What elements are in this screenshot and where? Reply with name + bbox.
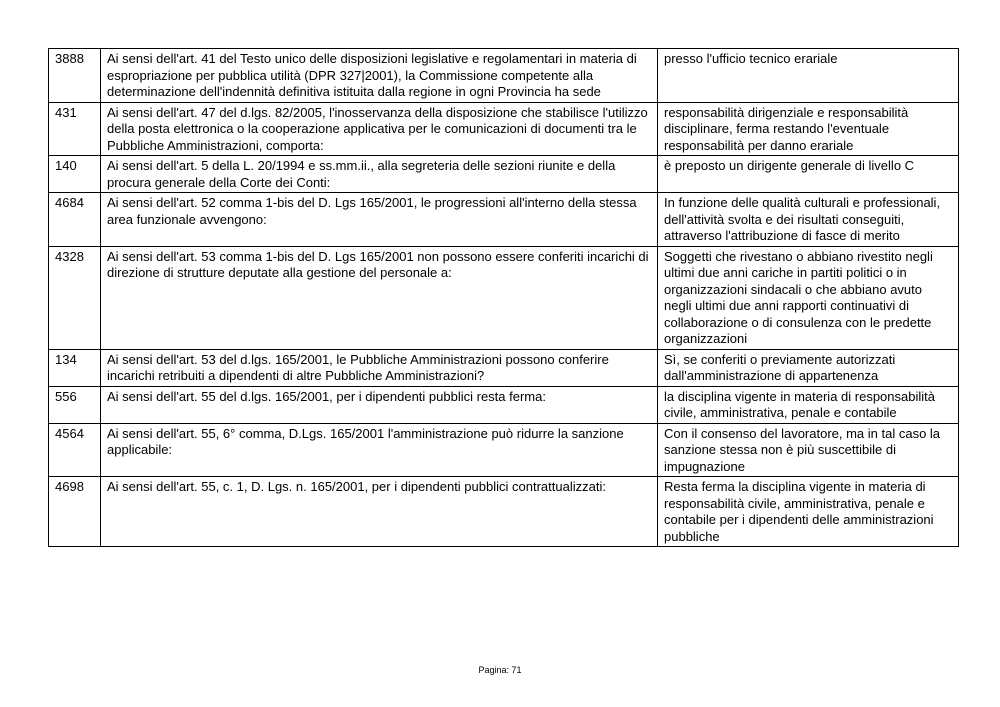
question-id: 140 [49,156,101,193]
answer-text: Sì, se conferiti o previamente autorizzati dall'amministrazione di appartenenza [658,349,959,386]
answer-text: Resta ferma la disciplina vigente in materia di responsabilità civile, amministrativa, penale e contabile per i dipendenti delle amministrazioni pubbliche [658,477,959,547]
question-id: 431 [49,102,101,156]
question-id: 4564 [49,423,101,477]
answer-text: Con il consenso del lavoratore, ma in tal caso la sanzione stessa non è più suscettibile di impugnazione [658,423,959,477]
question-text: Ai sensi dell'art. 55, 6° comma, D.Lgs. 165/2001 l'amministrazione può ridurre la sanzione applicabile: [101,423,658,477]
questions-table [48,48,959,547]
table-row [49,49,959,103]
question-id: 134 [49,349,101,386]
question-text: Ai sensi dell'art. 52 comma 1-bis del D. Lgs 165/2001, le progressioni all'interno della stessa area funzionale avvengono: [101,193,658,247]
answer-text: In funzione delle qualità culturali e professionali, dell'attività svolta e dei risultati conseguiti, attraverso l'attribuzione di fasce di merito [658,193,959,247]
page-number: Pagina: 71 [478,665,522,675]
question-text: Ai sensi dell'art. 55 del d.lgs. 165/2001, per i dipendenti pubblici resta ferma: [101,386,658,423]
question-id: 4328 [49,246,101,349]
answer-text: Soggetti che rivestano o abbiano rivestito negli ultimi due anni cariche in partiti politici o in organizzazioni sindacali o che abbiano avuto negli ultimi due anni rapporti continuativi di collaborazione o di consulenza con le predette organizzazioni [658,246,959,349]
answer-text: la disciplina vigente in materia di responsabilità civile, amministrativa, penale e contabile [658,386,959,423]
table-row [49,156,959,193]
table-row [49,477,959,547]
question-id: 4698 [49,477,101,547]
table-row [49,102,959,156]
answer-text: è preposto un dirigente generale di livello C [658,156,959,193]
question-text: Ai sensi dell'art. 53 del d.lgs. 165/2001, le Pubbliche Amministrazioni possono conferire incarichi retribuiti a dipendenti di altre Pubbliche Amministrazioni? [101,349,658,386]
question-text: Ai sensi dell'art. 53 comma 1-bis del D. Lgs 165/2001 non possono essere conferiti incarichi di direzione di strutture deputate alla gestione del personale a: [101,246,658,349]
question-text: Ai sensi dell'art. 55, c. 1, D. Lgs. n. 165/2001, per i dipendenti pubblici contrattualizzati: [101,477,658,547]
answer-text: presso l'ufficio tecnico erariale [658,49,959,103]
question-id: 3888 [49,49,101,103]
table-row [49,246,959,349]
question-text: Ai sensi dell'art. 41 del Testo unico delle disposizioni legislative e regolamentari in materia di espropriazione per pubblica utilità (DPR 327|2001), la Commissione competente alla determinazione dell'indennità definitiva istituita dalla regione in ogni Provincia ha sede [101,49,658,103]
question-text: Ai sensi dell'art. 5 della L. 20/1994 e ss.mm.ii., alla segreteria delle sezioni riunite e della procura generale della Corte dei Conti: [101,156,658,193]
question-id: 4684 [49,193,101,247]
table-row [49,423,959,477]
table-row [49,386,959,423]
answer-text: responsabilità dirigenziale e responsabilità disciplinare, ferma restando l'eventuale responsabilità per danno erariale [658,102,959,156]
table-row [49,349,959,386]
question-id: 556 [49,386,101,423]
question-text: Ai sensi dell'art. 47 del d.lgs. 82/2005, l'inosservanza della disposizione che stabilisce l'utilizzo della posta elettronica o la cooperazione applicativa per le comunicazioni di documenti tra le Pubbliche Amministrazioni, comporta: [101,102,658,156]
table-row [49,193,959,247]
